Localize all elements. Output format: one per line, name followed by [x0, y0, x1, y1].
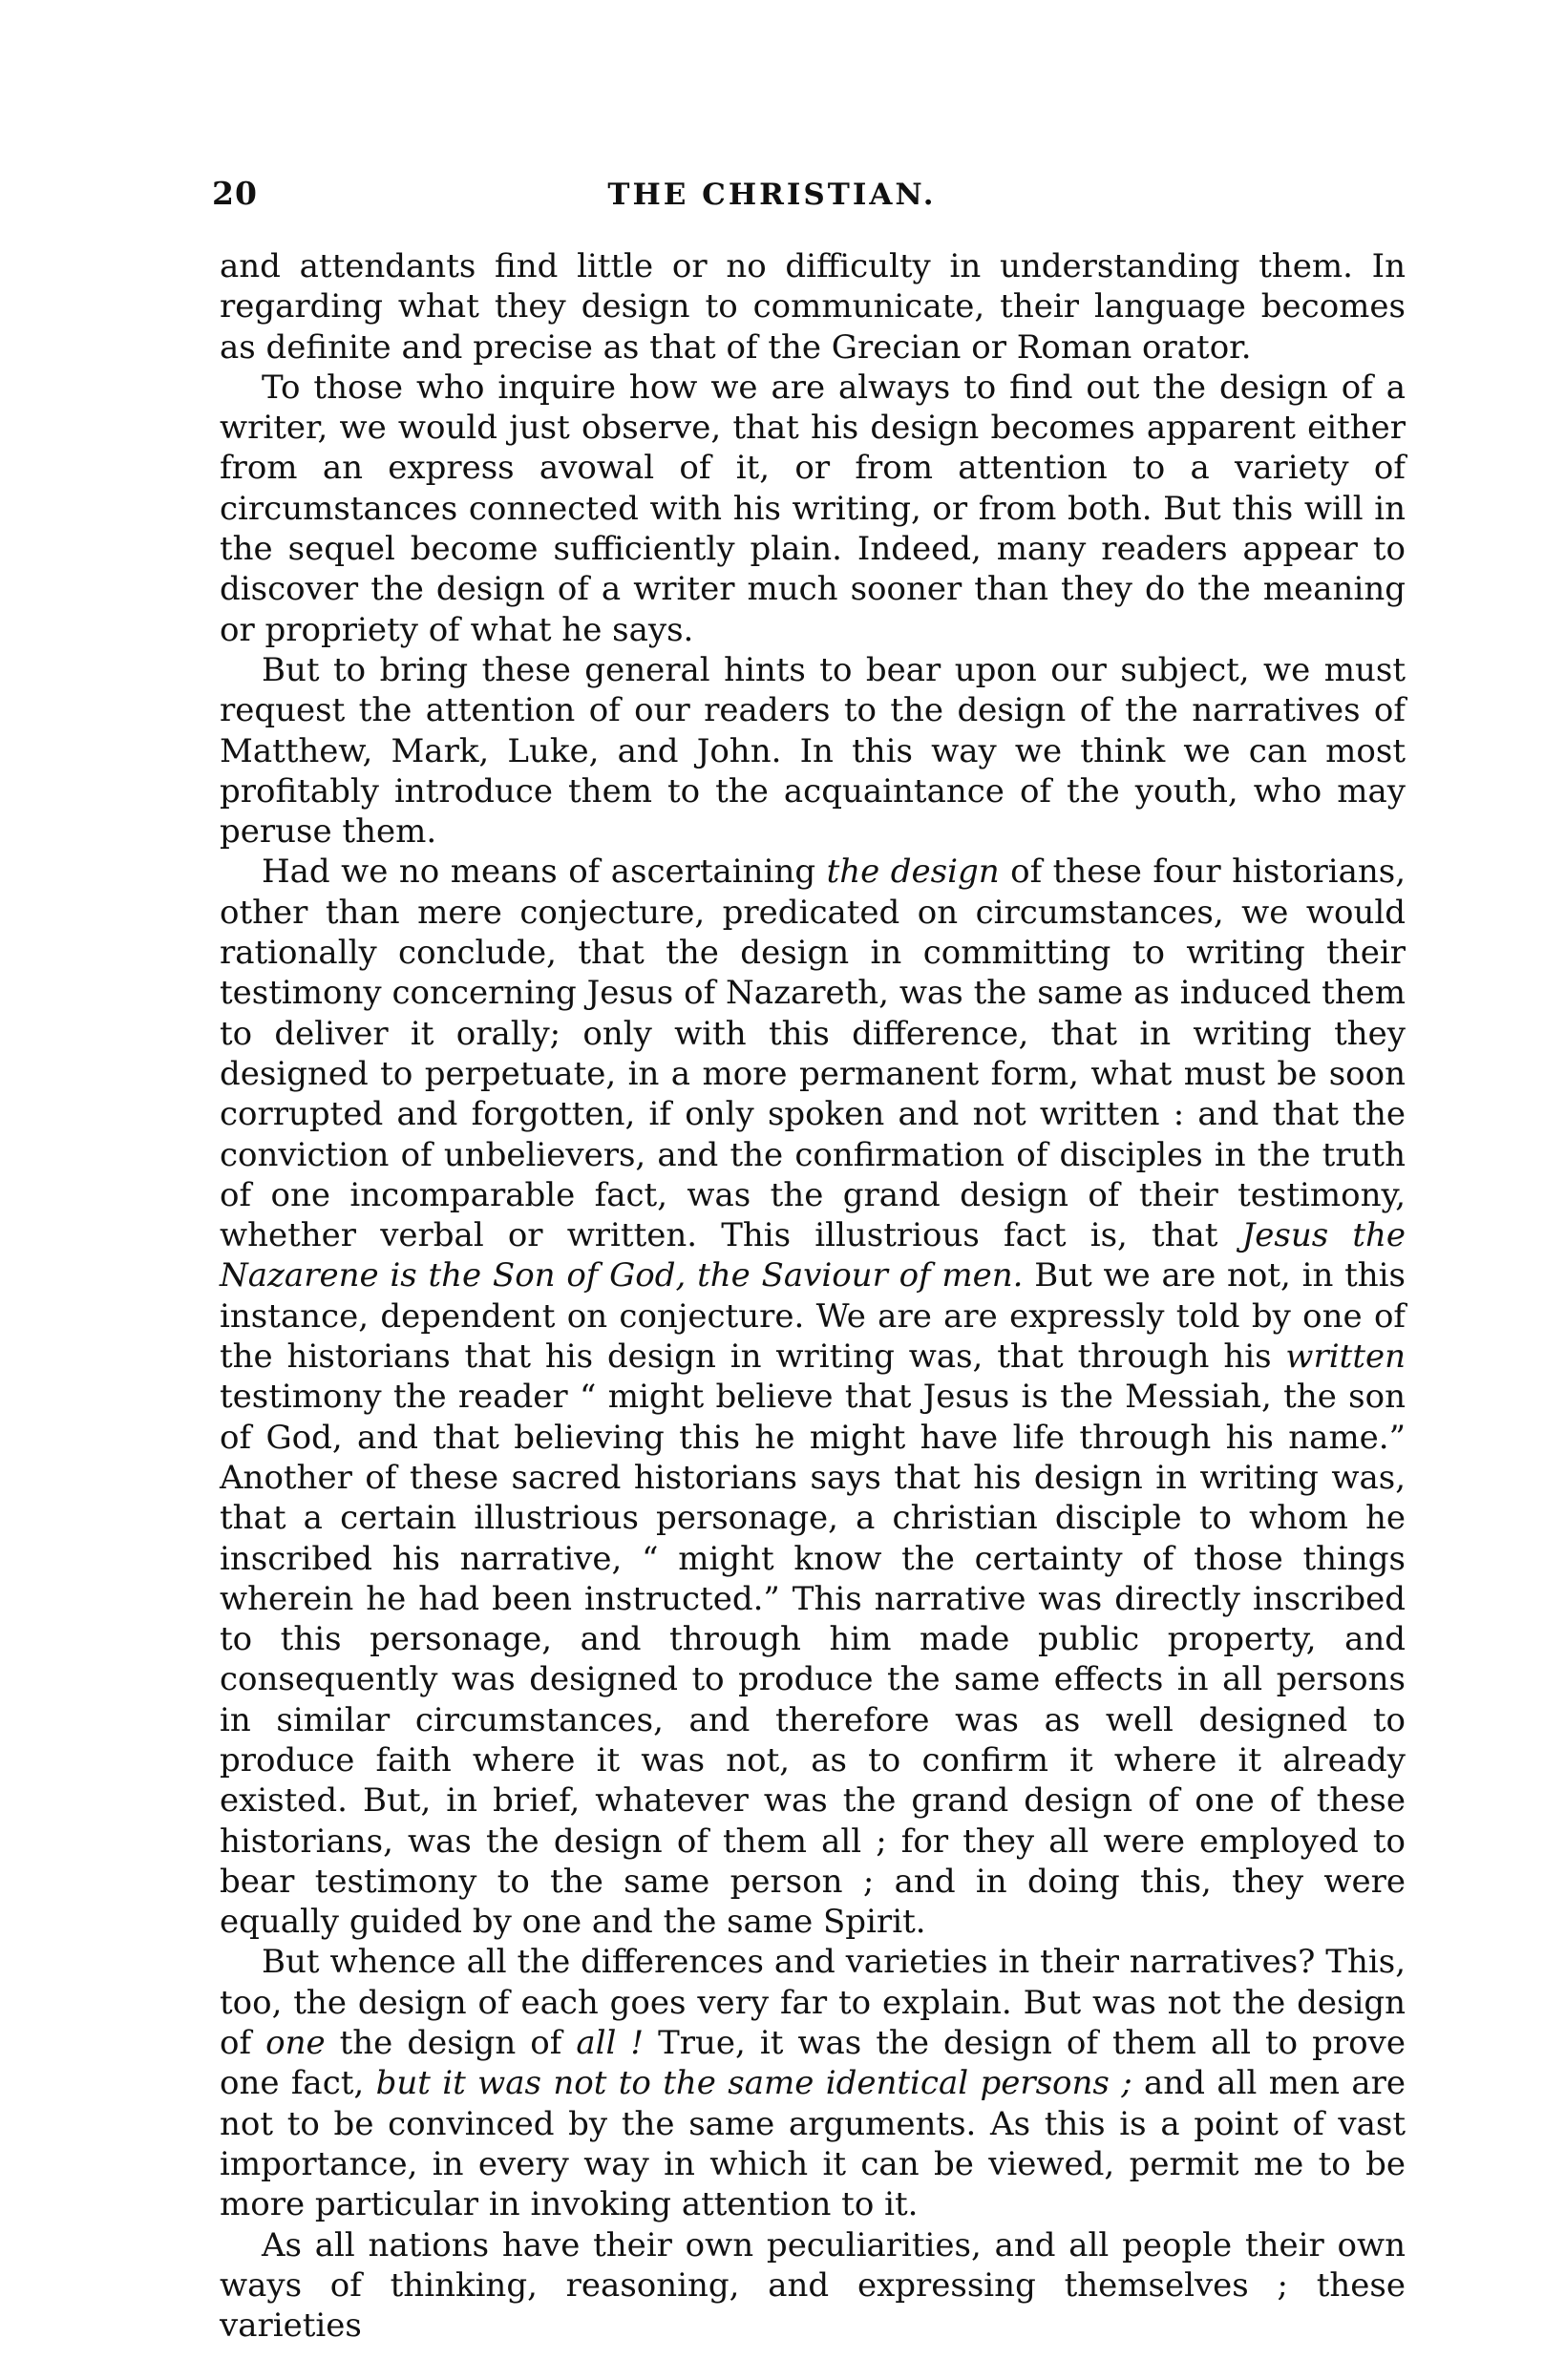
paragraph-4-text-2: of these four historians, other than mere conjecture, predicated on circumstances, we would rationally conclude, that the design in committing to writing their testimony concerning Jesus of Nazareth, was the same as induced them to deliver it orally; only with this difference, that in writing they designed to perpetuate, in a more permanent form, what must be soon corrupted and forgotten, if only spoken and not written : and that the conviction of unbelievers, and the confirmation of disciples in the truth of one incomparable fact, was the grand design of their testimony, whether verbal or written. This illustrious fact is, that — [220, 853, 1407, 1255]
paragraph-6: As all nations have their own peculiarities, and all people their own ways of thinking, reasoning, and expressing themselves ; these varieties — [220, 2225, 1406, 2346]
paragraph-4-italic-2: Jesus the Nazarene is the Son of God, the Saviour of men. — [220, 1216, 1406, 1295]
paragraph-5-italic-1: one — [265, 2024, 326, 2063]
paragraph-1: and attendants find little or no difficulty in understanding them. In regarding what they design to communicate, their language becomes as definite and precise as that of the Grecian or Roman orator. — [220, 247, 1406, 367]
paragraph-4-text-1: Had we no means of ascertaining — [262, 853, 827, 892]
body-text — [220, 246, 1406, 2346]
paragraph-4-italic-1: the design — [826, 853, 1000, 892]
paragraph-5-italic-2: all ! — [576, 2024, 645, 2063]
paragraph-5-text-2: the design of — [325, 2024, 577, 2063]
paragraph-4 — [220, 852, 1406, 1942]
paragraph-5-text-4: and all men are not to be convinced by the same arguments. As this is a point of vast importance, in every way in which it can be viewed, permit me to be more particular in invoking attention to it. — [220, 2064, 1406, 2224]
paragraph-4-text-3: But we are not, in this instance, dependent on conjecture. We are are expressly told by one of the historians that his design in writing was, that through his — [220, 1256, 1406, 1377]
paragraph-2: To those who inquire how we are always to find out the design of a writer, we would just observe, that his design becomes apparent either from an express avowal of it, or from attention to a variety of circumstances connected with his writing, or from both. But this will in the sequel become sufficiently plain. Indeed, many readers appear to discover the design of a writer much sooner than they do the meaning or propriety of what he says. — [220, 368, 1406, 649]
page-number: 20 — [212, 175, 258, 212]
paragraph-3: But to bring these general hints to bear upon our subject, we must request the attention of our readers to the design of the narratives of Matthew, Mark, Luke, and John. In this way we think we can most profitably introduce them to the acquaintance of the youth, who may peruse them. — [220, 650, 1406, 852]
paragraph-4-text-4: testimony the reader “ might believe that Jesus is the Messiah, the son of God, and that believing this he might have life through his name.” Another of these sacred historians says that his design in writing was, that a certain illustrious personage, a christian disciple to whom he inscribed his narrative, “ might know the certainty of those things wherein he had been instructed.” This narrative was directly inscribed to this personage, and through him made public property, and consequently was designed to produce the same effects in all persons in similar circumstances, and therefore was as well designed to produce faith where it was not, as to confirm it where it already existed. But, in brief, whatever was the grand design of one of these historians, was the design of them all ; for they all were employed to bear testimony to the same person ; and in doing this, they were equally guided by one and the same Spirit. — [220, 1378, 1406, 1942]
paragraph-5 — [220, 1942, 1406, 2224]
paragraph-5-italic-3: but it was not to the same identical persons ; — [375, 2064, 1132, 2103]
paragraph-4-italic-3: written — [1285, 1337, 1406, 1377]
paragraph-5-text-1: But whence all the differences and varieties in their narratives? This, too, the design of each goes very far to explain. But was not the design of — [220, 1943, 1406, 2063]
running-title: THE CHRISTIAN. — [607, 178, 937, 212]
paragraph-5-text-3: True, it was the design of them all to prove one fact, — [220, 2024, 1406, 2103]
